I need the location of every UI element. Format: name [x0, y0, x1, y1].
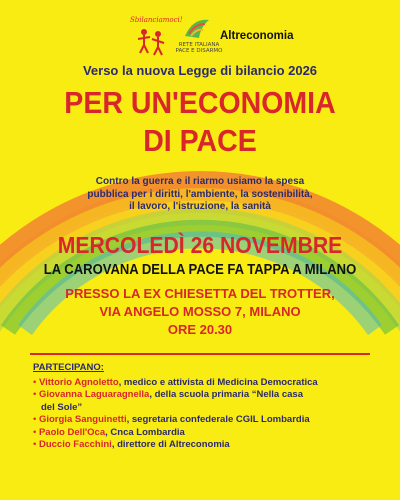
- subtitle: Verso la nuova Legge di bilancio 2026: [82, 63, 318, 78]
- participant-role: , direttore di Altreconomia: [111, 439, 230, 450]
- venue-line2: VIA ANGELO MOSSO 7, MILANO: [99, 304, 301, 319]
- list-item: [33, 414, 373, 427]
- participant-role: , segretaria confederale CGIL Lombardia: [126, 414, 310, 425]
- sbilanciamoci-figure-icon: [132, 25, 172, 59]
- event-tagline: LA CAROVANA DELLA PACE FA TAPPA A MILANO: [43, 262, 357, 278]
- participant-name: Paolo Dell'Oca: [38, 426, 106, 438]
- participant-name: Giorgia Sanguinetti: [38, 414, 127, 425]
- venue-line1: PRESSO LA EX CHIESETTA DEL TROTTER,: [65, 286, 335, 301]
- participant-role: , medico e attivista di Medicina Democratica: [118, 376, 318, 388]
- list-item: [33, 389, 373, 402]
- list-item: [33, 427, 373, 440]
- participant-name: Vittorio Agnoletto: [38, 376, 119, 388]
- event-time: ORE 20.30: [167, 322, 233, 337]
- list-item: [33, 439, 373, 452]
- participants-heading: PARTECIPANO:: [33, 362, 104, 373]
- list-item: [33, 377, 373, 390]
- bullet-icon: •: [33, 426, 39, 438]
- event-date: MERCOLEDÌ 26 NOVEMBRE: [57, 232, 343, 258]
- participant-role: , Cnca Lombardia: [105, 426, 185, 438]
- sbilanciamoci-logo-text: Sbilanciamoci!: [130, 16, 183, 24]
- event-venue: [0, 285, 400, 339]
- rete-pace-line2: PACE E DISARMO: [175, 48, 223, 54]
- bullet-icon: •: [33, 439, 39, 450]
- bullet-icon: •: [33, 414, 39, 425]
- bullet-icon: •: [33, 389, 39, 400]
- intro-line: il lavoro, l'istruzione, la sanità: [129, 201, 271, 212]
- dove-icon: [183, 16, 211, 40]
- rete-pace-logo-text: [169, 42, 229, 54]
- partner-logos: [0, 16, 400, 62]
- altreconomia-logo: Altreconomia: [220, 30, 294, 42]
- intro-text: [0, 176, 400, 214]
- headline-line2: DI PACE: [143, 123, 257, 158]
- participant-name: Duccio Facchini: [38, 439, 112, 450]
- participant-name: Giovanna Laguaragnella: [38, 389, 150, 400]
- headline-line1: PER UN'ECONOMIA: [64, 85, 336, 120]
- participants-list: [33, 362, 373, 452]
- intro-line: Contro la guerra e il riarmo usiamo la spesa: [95, 176, 305, 187]
- bullet-icon: •: [33, 376, 39, 388]
- intro-line: pubblica per i diritti, l'ambiente, la sostenibilità,: [87, 188, 313, 200]
- divider: [30, 353, 370, 355]
- headline: [0, 84, 400, 160]
- participant-role: , della scuola primaria “Nella casa: [149, 389, 303, 400]
- rete-pace-logo: [169, 18, 223, 62]
- participant-role-continued: del Sole”: [41, 401, 83, 413]
- rete-pace-line1: RETE ITALIANA: [178, 42, 220, 48]
